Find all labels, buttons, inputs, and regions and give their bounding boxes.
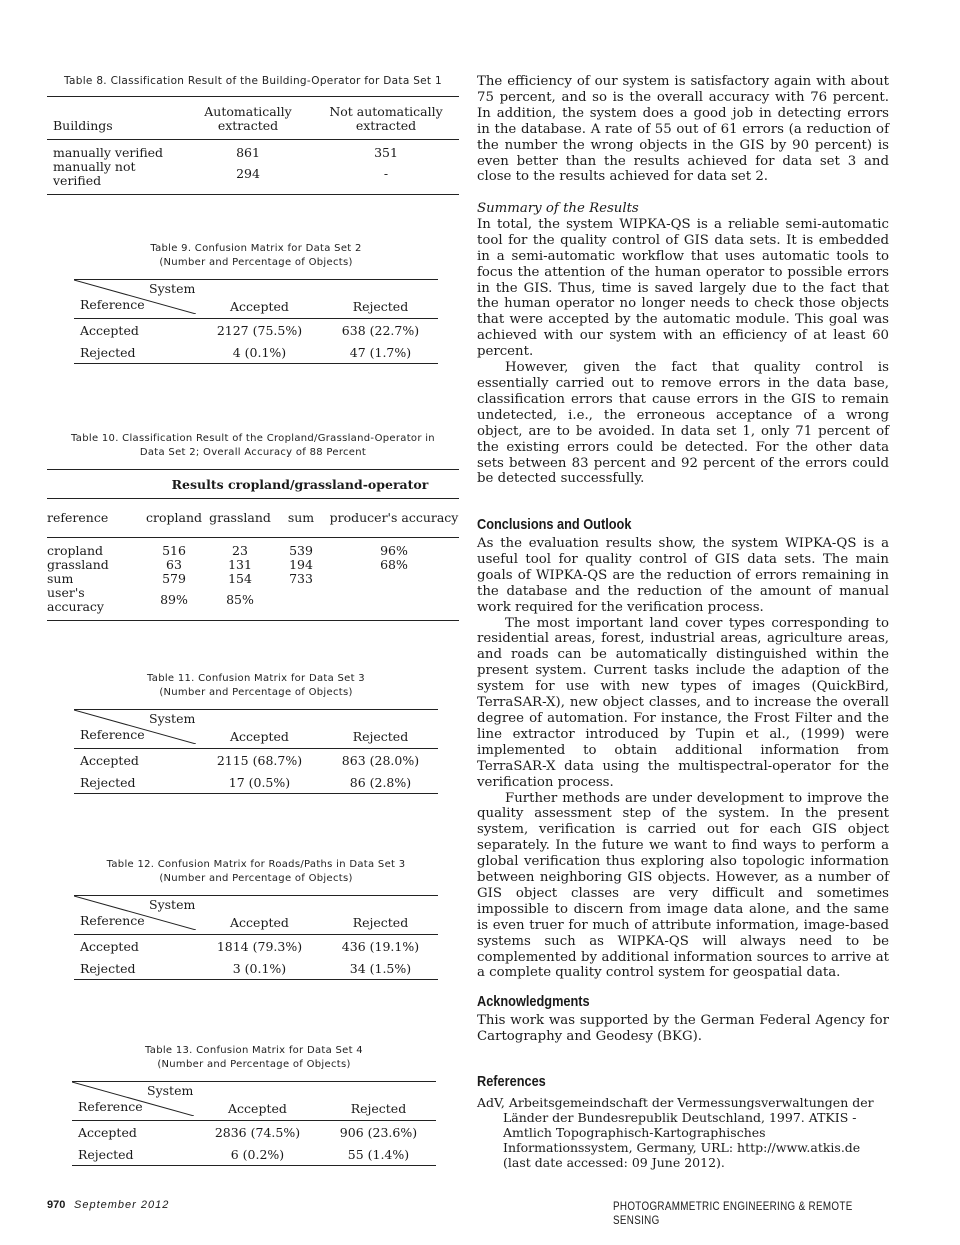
table8-row2-label: manually not verified: [53, 159, 136, 188]
table12-caption-line2: (Number and Percentage of Objects): [159, 873, 353, 884]
table11-row2-a: 17 (0.5%): [228, 774, 291, 790]
reference-entry: AdV, Arbeitsgemeindschaft der Vermessungsverwaltungen der Länder der Bundesrepublik Deutschland, 1997. ATKIS - Amtlich Topographisch-Kartographisches Informationssystem, Germany, URL: http://www.atkis.de (last date accessed: 09 June 2012).: [477, 1095, 874, 1170]
table8-header-row: [47, 97, 459, 140]
table10-r4c4: [329, 586, 459, 621]
table11-caption: [74, 672, 438, 700]
table8-row2-b: -: [383, 166, 389, 181]
efficiency-text: The efficiency of our system is satisfactory again with about 75 percent, and so is the overall accuracy with 76 percent. In addition, the system does a good job in detecting errors in the database. A rate of 55 out of 61 errors (a reduction of the number the wrong objects in the GIS by 90 percent) is even better than the results achieved for data set 3 and close to the results achieved for data set 2.: [477, 74, 889, 185]
table12-system-label: System: [149, 897, 196, 912]
references-heading: References: [477, 1073, 546, 1090]
table10-r1c0: cropland: [47, 543, 104, 558]
conclusions-paragraph-1: As the evaluation results show, the system WIPKA-QS is a useful tool for quality control of GIS data sets. The main goals of WIPKA-QS are the reduction of errors remaining in the database and the reduction of the amount of manual work required for the verification process.: [477, 536, 889, 615]
acknowledgments-heading: Acknowledgments: [477, 993, 590, 1010]
table13-diag-cell: [72, 1082, 194, 1121]
table12-header-row: [74, 896, 438, 935]
table9-row2-label: Rejected: [80, 344, 136, 360]
table-row: [74, 749, 438, 772]
table9-caption: [74, 242, 438, 270]
table10-h2: grassland: [207, 499, 273, 538]
table11-row1-r: 863 (28.0%): [341, 752, 420, 768]
table-row: [47, 538, 459, 559]
table8-col2-line2: extracted: [355, 118, 417, 133]
acknowledgments-text: This work was supported by the German Federal Agency for Cartography and Geodesy (BKG).: [477, 1013, 889, 1044]
table12-row2-a: 3 (0.1%): [232, 960, 287, 976]
table8-row1-a: 861: [236, 145, 260, 160]
table13-row1-r: 906 (23.6%): [339, 1124, 418, 1140]
table13-row2-r: 55 (1.4%): [347, 1146, 410, 1162]
conclusions-heading: Conclusions and Outlook: [477, 516, 632, 533]
page-number: 970: [47, 1199, 66, 1211]
conclusions-paragraph-3: Further methods are under development to improve the quality assessment step of the system. In the present system, verification is carried out for each GIS object separately. In the future we want to find ways to perform a global verification thus exploring also topologic information between neighboring GIS objects. However, as a number of GIS object classes are very difficult and sometimes impossible to discern from image data alone, and the same is even truer for much of attribute information, image-based systems such as WIPKA-QS will always need to be complemented by additional information sources to arrive at a complete quality control system for geospatial data.: [477, 790, 889, 981]
table13-caption-line2: (Number and Percentage of Objects): [157, 1059, 351, 1070]
table10-r1c4: 96%: [380, 543, 408, 558]
table13-caption: [72, 1044, 436, 1072]
table8-col2-line1: Not automatically: [329, 104, 443, 119]
table-row: [47, 586, 459, 621]
table10-r4c0: user's accuracy: [47, 585, 104, 614]
table10-h1: cropland: [141, 499, 207, 538]
table8-col1-line2: extracted: [217, 118, 279, 133]
table10-r2c1: 63: [166, 557, 182, 572]
table11: [74, 709, 438, 794]
table10-group-header: Results cropland/grassland-operator: [141, 470, 459, 499]
table10-r3c1: 579: [162, 571, 186, 586]
table13-rejected-col: Rejected: [321, 1082, 436, 1121]
table10-r3c0: sum: [47, 571, 74, 586]
table10-r4c3: [273, 586, 329, 621]
table13-caption-line1: Table 13. Confusion Matrix for Data Set 4: [145, 1045, 363, 1056]
table9-diag-cell: [74, 280, 196, 319]
references-section: [477, 1095, 889, 1170]
table9-reference-label: Reference: [80, 297, 145, 312]
table13-row2-label: Rejected: [78, 1146, 134, 1162]
table11-caption-line2: (Number and Percentage of Objects): [159, 687, 353, 698]
table13-header-row: [72, 1082, 436, 1121]
conclusions-section: [477, 536, 889, 981]
table10-r2c2: 131: [228, 557, 252, 572]
table13: [72, 1081, 436, 1166]
table10-caption-line2: Data Set 2; Overall Accuracy of 88 Percent: [139, 447, 367, 458]
table9-row1-label: Accepted: [80, 322, 139, 338]
table10-caption-line1: Table 10. Classification Result of the Cropland/Grassland-Operator in: [71, 433, 435, 444]
table12-rejected-col: Rejected: [323, 896, 438, 935]
table8-col1-line1: Automatically: [204, 104, 292, 119]
table11-row1-a: 2115 (68.7%): [216, 752, 303, 768]
table10-h4: producer's accuracy: [329, 499, 459, 538]
table10-r3c4: [329, 572, 459, 586]
table12-caption-line1: Table 12. Confusion Matrix for Roads/Paths in Data Set 3: [106, 859, 406, 870]
summary-paragraph-2: However, given the fact that quality control is essentially carried out to remove errors in the data base, classification errors that cause errors in the GIS to remain undetected, i.e., the erroneous acceptance of a wrong object, are to be avoided. In data set 1, only 71 percent of the existing errors could be detected. For the other data sets between 83 percent and 92 percent of the errors could be detected successfully.: [477, 360, 889, 487]
table8-row2-a: 294: [236, 166, 260, 181]
table10-group-row: [47, 470, 459, 499]
table9-caption-line1: Table 9. Confusion Matrix for Data Set 2: [150, 243, 362, 254]
table10-r1c2: 23: [232, 543, 248, 558]
table-row: [74, 771, 438, 794]
table11-row1-label: Accepted: [80, 752, 139, 768]
table12: [74, 895, 438, 980]
table10-r2c4: 68%: [380, 557, 408, 572]
table13-system-label: System: [147, 1083, 194, 1098]
table9-caption-line2: (Number and Percentage of Objects): [159, 257, 353, 268]
table12-diag-cell: [74, 896, 196, 935]
table-row: [47, 558, 459, 572]
table9-row2-r: 47 (1.7%): [349, 344, 412, 360]
table8-caption: Table 8. Classification Result of the Building-Operator for Data Set 1: [64, 75, 442, 87]
table-row: [74, 319, 438, 342]
table-row: [47, 160, 459, 195]
table-row: [74, 935, 438, 958]
table10-r2c3: 194: [289, 557, 313, 572]
acknowledgments-section: [477, 1013, 889, 1045]
summary-section: [477, 201, 889, 487]
table-row: [72, 1143, 436, 1166]
table-row: [74, 957, 438, 980]
table10-r3c2: 154: [228, 571, 252, 586]
table10-r1c1: 516: [162, 543, 186, 558]
table11-rejected-col: Rejected: [323, 710, 438, 749]
table12-row2-label: Rejected: [80, 960, 136, 976]
table8-row1-label: manually verified: [53, 145, 164, 160]
table12-row1-r: 436 (19.1%): [341, 938, 420, 954]
table10-header-row: [47, 499, 459, 538]
table10-r3c3: 733: [289, 571, 313, 586]
table12-caption: [74, 858, 438, 886]
conclusions-paragraph-2: The most important land cover types corresponding to residential areas, forest, industrial areas, agriculture areas, and roads can be automatically distinguished within the present system. Current tasks include the adaption of the system for use with new types of images (QuickBird, TerraSAR-X), new object classes, and to increase the overall degree of automation. For instance, the Frost Filter and the line extractor introduced by Tupin et al., (1999) were implemented to obtain additional information from TerraSAR-X data using the multispectral-operator for the verification process.: [477, 615, 889, 790]
table12-row1-label: Accepted: [80, 938, 139, 954]
issue-date: September 2012: [74, 1199, 170, 1211]
table10-r4c2: 85%: [226, 592, 254, 607]
table-row: [47, 572, 459, 586]
table11-header-row: [74, 710, 438, 749]
table9-row1-r: 638 (22.7%): [341, 322, 420, 338]
table10-h0: reference: [47, 499, 141, 538]
table10-caption: [47, 432, 459, 460]
table11-row2-label: Rejected: [80, 774, 136, 790]
table10-r4c1: 89%: [160, 592, 188, 607]
table12-accepted-col: Accepted: [196, 896, 323, 935]
table11-system-label: System: [149, 711, 196, 726]
table13-row2-a: 6 (0.2%): [230, 1146, 285, 1162]
table11-caption-line1: Table 11. Confusion Matrix for Data Set 3: [147, 673, 365, 684]
table8-row-header: Buildings: [53, 118, 113, 133]
table9-rejected-col: Rejected: [323, 280, 438, 319]
table11-row2-r: 86 (2.8%): [349, 774, 412, 790]
table10-r1c3: 539: [289, 543, 313, 558]
table11-diag-cell: [74, 710, 196, 749]
summary-heading: Summary of the Results: [477, 201, 639, 216]
table-row: [72, 1121, 436, 1144]
table13-row1-label: Accepted: [78, 1124, 137, 1140]
table10-h3: sum: [273, 499, 329, 538]
table-row: [74, 341, 438, 364]
table9-row2-a: 4 (0.1%): [232, 344, 287, 360]
table12-reference-label: Reference: [80, 913, 145, 928]
table10: [47, 469, 459, 621]
table11-accepted-col: Accepted: [196, 710, 323, 749]
table13-row1-a: 2836 (74.5%): [214, 1124, 301, 1140]
table-row: [47, 140, 459, 161]
table9-header-row: [74, 280, 438, 319]
table9: [74, 279, 438, 364]
table12-row1-a: 1814 (79.3%): [216, 938, 303, 954]
table12-row2-r: 34 (1.5%): [349, 960, 412, 976]
table9-row1-a: 2127 (75.5%): [216, 322, 303, 338]
table11-reference-label: Reference: [80, 727, 145, 742]
table8-row1-b: 351: [374, 145, 398, 160]
table10-r2c0: grassland: [47, 557, 109, 572]
journal-name: PHOTOGRAMMETRIC ENGINEERING & REMOTE SENSING: [613, 1199, 853, 1227]
table13-accepted-col: Accepted: [194, 1082, 321, 1121]
table8: [47, 96, 459, 195]
table13-reference-label: Reference: [78, 1099, 143, 1114]
table9-accepted-col: Accepted: [196, 280, 323, 319]
summary-paragraph-1: In total, the system WIPKA-QS is a reliable semi-automatic tool for the quality control of GIS data sets. It is embedded in a semi-automatic workflow that uses automatic tools to focus the attention of the human operator to possible errors in the GIS. Thus, time is saved largely due to the fact that the human operator no longer needs to check those objects that were accepted by the automatic module. This goal was achieved with our system with an efficiency of at least 60 percent.: [477, 216, 889, 360]
efficiency-paragraph: [477, 74, 889, 185]
table9-system-label: System: [149, 281, 196, 296]
